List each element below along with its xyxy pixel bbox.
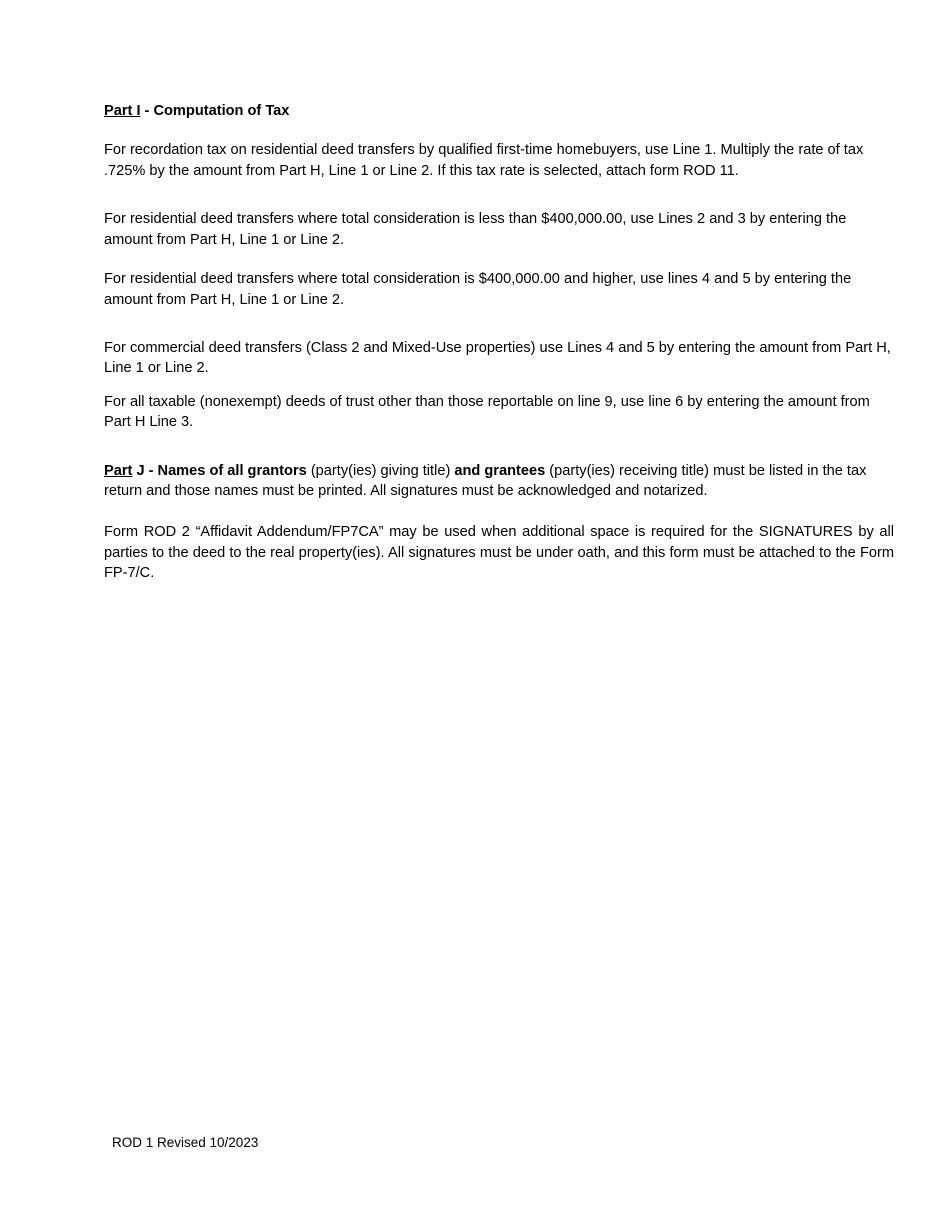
part-j-label: Part xyxy=(104,463,133,479)
part-i-heading xyxy=(104,101,894,122)
footer-revision: ROD 1 Revised 10/2023 xyxy=(112,1135,259,1150)
form-rod2-paragraph: Form ROD 2 “Affidavit Addendum/FP7CA” may be used when additional space is required for the SIGNATURES by all parties to the deed to the real property(ies). All signatures must be under oath, and this form must be attached to the Form FP-7/C. xyxy=(104,524,894,581)
part-j-text-grantors: (party(ies) giving title) xyxy=(306,463,455,479)
part-j-paragraph xyxy=(104,461,894,501)
part-i-title: - Computation of Tax xyxy=(140,103,290,119)
part-i-paragraph-deeds-of-trust: For all taxable (nonexempt) deeds of trust other than those reportable on line 9, use line 6 by entering the amount from Part H Line 3. xyxy=(104,394,870,430)
part-j-grantees-label: and grantees xyxy=(454,463,546,479)
part-i-paragraph-residential-400k-and-higher: For residential deed transfers where total consideration is $400,000.00 and higher, use lines 4 and 5 by entering the amount from Part H, Line 1 or Line 2. xyxy=(104,271,852,308)
part-i-paragraph-commercial: For commercial deed transfers (Class 2 and Mixed-Use properties) use Lines 4 and 5 by entering the amount from Part H, Line 1 or Line 2. xyxy=(104,340,891,376)
part-i-label: Part I xyxy=(104,103,141,119)
instructions-content xyxy=(104,101,894,584)
part-j-text-grantees: (party(ies) receiving title) must be listed in the tax return and those names must be printed. All signatures must be acknowledged and notarized. xyxy=(104,463,867,499)
part-i-paragraph-first-time-homebuyers: For recordation tax on residential deed transfers by qualified first-time homebuyers, use Line 1. Multiply the rate of tax .725% by the amount from Part H, Line 1 or Line 2. If this tax rate is selected, attach form ROD 11. xyxy=(104,142,864,179)
part-i-paragraph-residential-under-400k: For residential deed transfers where total consideration is less than $400,000.00, use Lines 2 and 3 by entering the amount from Part H, Line 1 or Line 2. xyxy=(104,211,847,248)
part-j-title: J - Names of all grantors xyxy=(132,463,307,479)
